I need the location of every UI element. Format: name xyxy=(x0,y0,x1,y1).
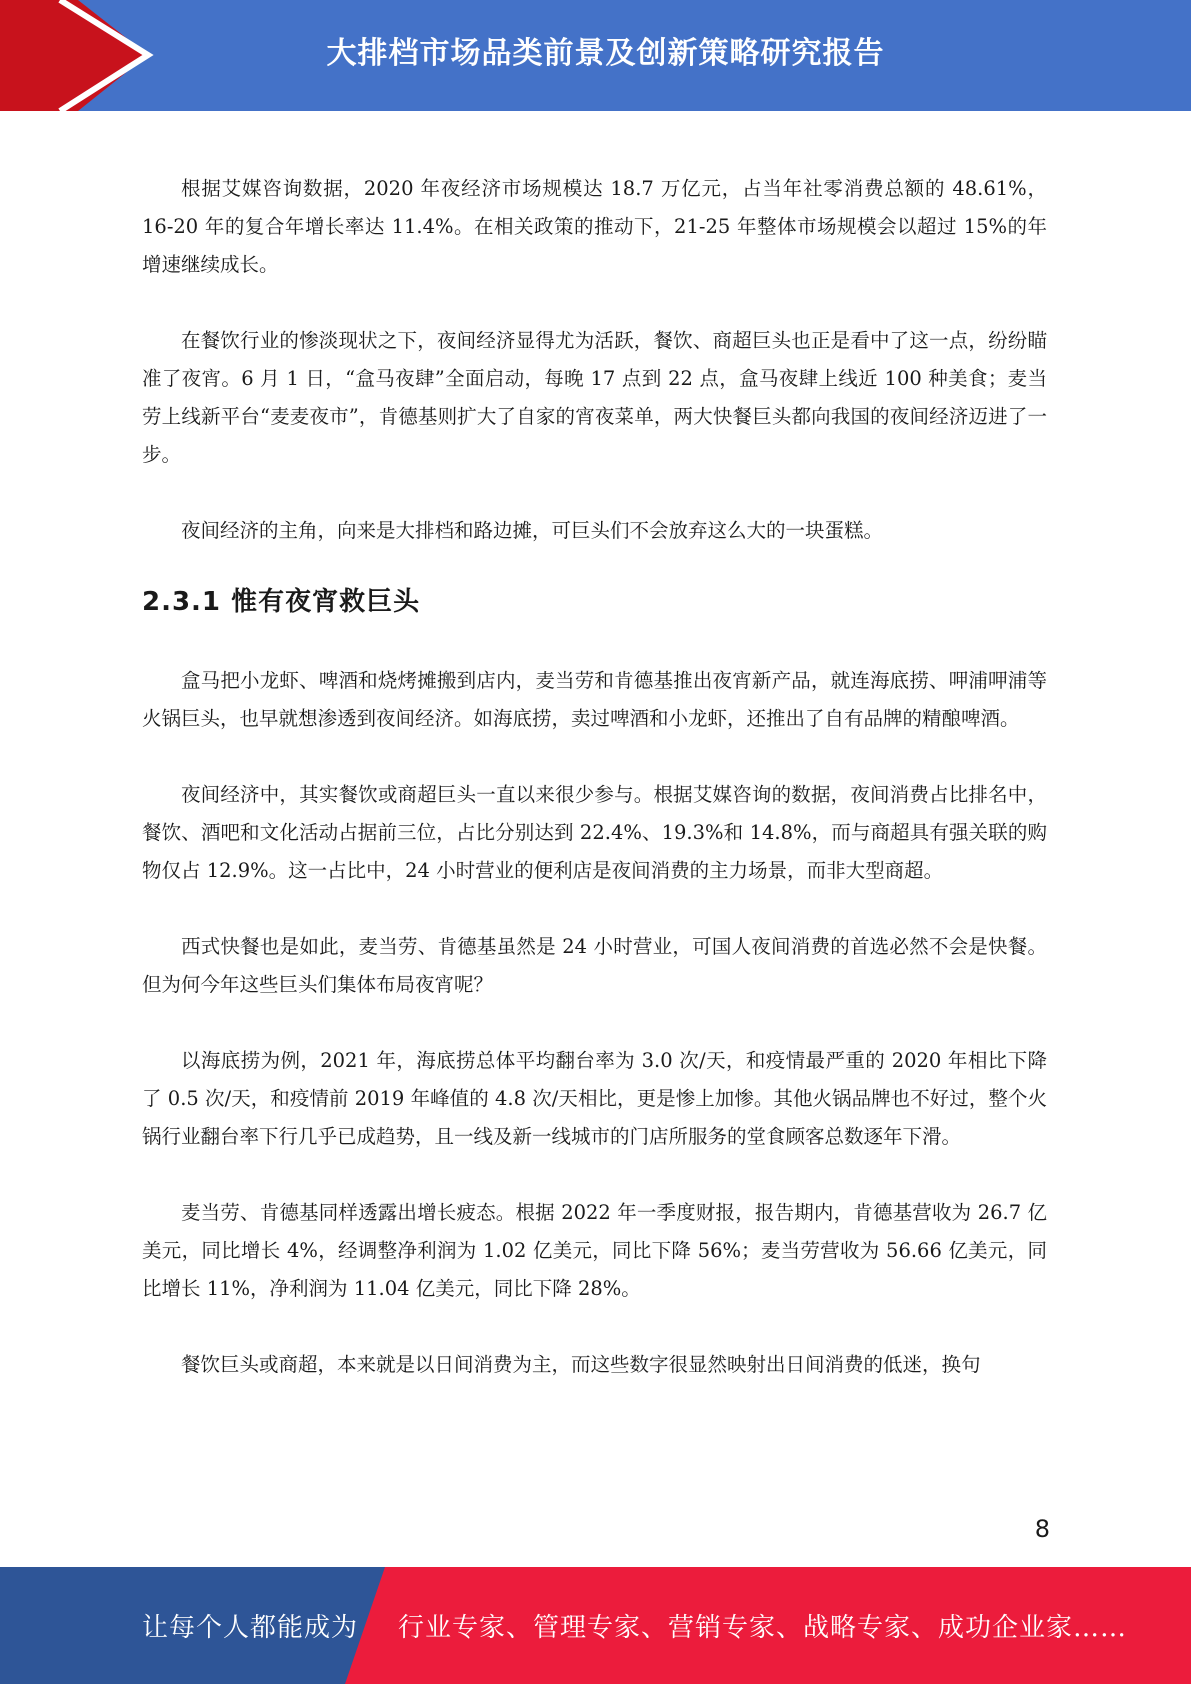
header-bar xyxy=(0,0,1191,111)
paragraph: 西式快餐也是如此，麦当劳、肯德基虽然是 24 小时营业，可国人夜间消费的首选必然不会是快餐。但为何今年这些巨头们集体布局夜宵呢？ xyxy=(142,935,1047,996)
document-body xyxy=(142,170,1047,1384)
paragraph: 盒马把小龙虾、啤酒和烧烤摊搬到店内，麦当劳和肯德基推出夜宵新产品，就连海底捞、呷浦呷浦等火锅巨头，也早就想渗透到夜间经济。如海底捞，卖过啤酒和小龙虾，还推出了自有品牌的精酿啤酒。 xyxy=(142,669,1047,730)
section-heading: 2.3.1 惟有夜宵救巨头 xyxy=(142,587,421,617)
paragraph: 根据艾媒咨询数据，2020 年夜经济市场规模达 18.7 万亿元，占当年社零消费总额的 48.61%，16-20 年的复合年增长率达 11.4%。在相关政策的推动下，21-25 年整体市场规模会以超过 15%的年增速继续成长。 xyxy=(142,177,1047,276)
footer-banner xyxy=(0,1567,1191,1684)
footer-slogan-left: 让每个人都能成为 xyxy=(142,1613,359,1643)
paragraph: 以海底捞为例，2021 年，海底捞总体平均翻台率为 3.0 次/天，和疫情最严重的 2020 年相比下降了 0.5 次/天，和疫情前 2019 年峰值的 4.8 次/天相比，更是惨上加惨。其他火锅品牌也不好过，整个火锅行业翻台率下行几乎已成趋势，且一线及新一线城市的门店所服务的堂食顾客总数逐年下滑。 xyxy=(142,1049,1047,1148)
paragraph: 夜间经济中，其实餐饮或商超巨头一直以来很少参与。根据艾媒咨询的数据，夜间消费占比排名中，餐饮、酒吧和文化活动占据前三位，占比分别达到 22.4%、19.3%和 14.8%，而与商超具有强关联的购物仅占 12.9%。这一占比中，24 小时营业的便利店是夜间消费的主力场景，而非大型商超。 xyxy=(142,783,1047,882)
report-title: 大排档市场品类前景及创新策略研究报告 xyxy=(326,36,885,71)
paragraph: 餐饮巨头或商超，本来就是以日间消费为主，而这些数字很显然映射出日间消费的低迷，换句 xyxy=(181,1353,981,1376)
paragraph: 在餐饮行业的惨淡现状之下，夜间经济显得尤为活跃，餐饮、商超巨头也正是看中了这一点，纷纷瞄准了夜宵。6 月 1 日，“盒马夜肆”全面启动，每晚 17 点到 22 点，盒马夜肆上线近 100 种美食；麦当劳上线新平台“麦麦夜市”，肯德基则扩大了自家的宵夜菜单，两大快餐巨头都向我国的夜间经济迈进了一步。 xyxy=(142,329,1047,466)
page-number: 8 xyxy=(1034,1515,1050,1543)
paragraph: 夜间经济的主角，向来是大排档和路边摊，可巨头们不会放弃这么大的一块蛋糕。 xyxy=(181,519,884,542)
paragraph: 麦当劳、肯德基同样透露出增长疲态。根据 2022 年一季度财报，报告期内，肯德基营收为 26.7 亿美元，同比增长 4%，经调整净利润为 1.02 亿美元，同比下降 56%；麦当劳营收为 56.66 亿美元，同比增长 11%，净利润为 11.04 亿美元，同比下降 28%。 xyxy=(142,1201,1047,1300)
footer-slogan-right: 行业专家、管理专家、营销专家、战略专家、成功企业家…… xyxy=(398,1613,1128,1643)
